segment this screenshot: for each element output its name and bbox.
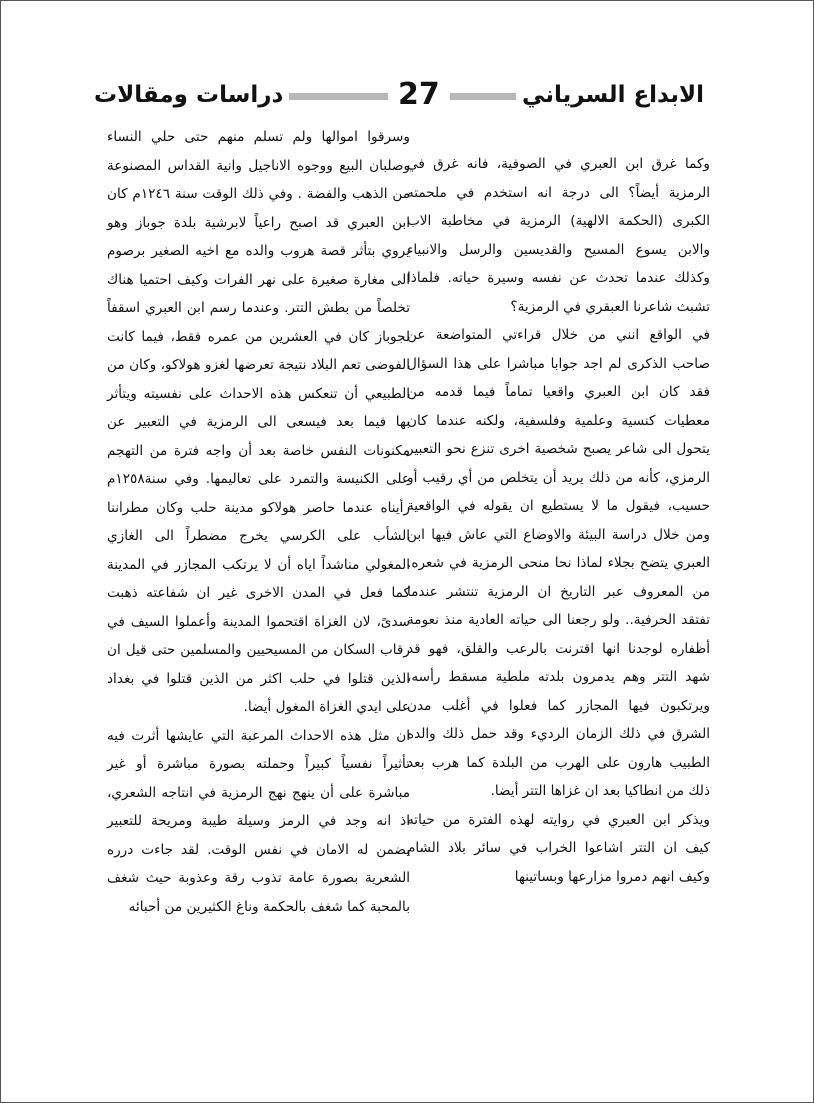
paragraph: ان مثل هذه الاحداث المرعبة التي عايشها أثرت فيه تأثيراً نفسياً كبيراً وحملته بصورة مباشرة أو غير مباشرة على أن ينهج نهج الرمزية في انتاجه الشعري، اذ انه وجد في الرمز وسيلة طيبة ومريحة للتعبير يضمن له الامان في نفس الوقت. لقد جاءت درره الشعرية بصورة عامة تذوب رقة وعذوبة حيث شغف بالمحبة كما شغف بالحكمة وناغ الكثيرين من أحبائه [107, 727, 410, 915]
paragraph: في الواقع انني من خلال قراءتي المتواضعة عن صاحب الذكرى لم اجد جوابا مباشرا على هذا السؤال فقد كان ابن العبري واقعيا تماماً فيما قدمه من معطيات كنسية وعلمية وفلسفية، ولكنه عندما كان يتحول الى شاعر يصبح شخصية اخرى تنزع نحو التعبير الرمزي، كأنه من ذلك يريد أن يتخلص من أي رقيب أو حسيب، فيقول ما لا يستطيع ان يقوله في الواقعية ومن خلال دراسة البيئة والاوضاع التي عاش فيها ابن العبري يتضح بجلاء لماذا نحا منحى الرمزية في شعره. من المعروف عبر التاريخ ان الرمزية تنتشر عندما تفتقد الحرفية.. ولو رجعنا الى حياته العادية منذ نعومة أظفاره لوجدنا انها اقترنت بالرعب والقلق، فهو قد شهد التتر وهم يدمرون بلدته ملطية مسقط رأسه، ويرتكبون فيها المجازر كما فعلوا في أغلب مدن الشرق في ذلك الزمان الرديء وقد حمل ذلك والده الطبيب هارون على الهرب من البلدة كما هرب بعد ذلك من انطاكيا بعد ان غزاها التتر أيضا. [407, 327, 710, 799]
paragraph: وكما غرق ابن العبري في الصوفية، فانه غرق في الرمزية أيضاً؟ الى درجة انه استخدم في ملحمته الكبرى (الحكمة الالهية) الرمزية في مخاطبة الاب والابن يسوع المسيح والقديسين والرسل والانبياء وكذلك عندما تحدث عن نفسه وسيرة حياته. فلماذا تشبث شاعرنا العبقري في الرمزية؟ [407, 156, 710, 315]
page-header [88, 78, 710, 118]
page-number: 27 [388, 76, 450, 114]
paragraph: ويذكر ابن العبري في روايته لهذه الفترة من حياته كيف ان التتر اشاعوا الخراب في سائر بلاد الشام وكيف انهم دمروا مزارعها وبساتينها [407, 811, 710, 885]
article-column-right [407, 150, 710, 891]
section-title: دراسات ومقالات [88, 78, 289, 112]
magazine-title: الابداع السرياني [516, 78, 710, 112]
article-column-left [107, 123, 410, 921]
paragraph: وسرقوا اموالها ولم تسلم منهم حتى حلي النساء وصلبان البيع ووجوه الاناجيل وانية القداس المصنوعة من الذهب والفضة . وفي ذلك الوقت سنة ١٢٤٦م كان ابن العبري قد اصبح راعياً لابرشية بلدة جوباز وهو يروي بتأثر قصة هروب والده مع اخيه الصغير برصوم الى مغارة صغيرة على نهر الفرات وكيف احتميا هناك تخلصاً من بطش التتر. وعندما رسم ابن العبري اسقفاً لجوباز كان في العشرين من عمره فقط، فيما كانت الفوضى تعم البلاد نتيجة تعرضها لغزو هولاكو، وكان من الطبيعي أن تنعكس هذه الاحداث على نفسيته ويتأثر بها فيما بعد فيسعى الى الرمزية في التعبير عن مكنونات النفس خاصة بعد أن واجه فترة من التهجم على الكنيسة والتمرد على تعاليمها. وفي سنة١٢٥٨م رأيناه عندما حاصر هولاكو مدينة حلب وكان مطراننا الشأب على الكرسي يخرج مضطراً الى الغازي المغولي مناشداً اياه أن لا يرتكب المجازر في المدينة كما فعل في المدن الاخرى غير ان شفاعته ذهبت سدىً، لان الغزاة اقتحموا المدينة وأعملوا السيف في رقاب السكان من المسيحيين والمسلمين حتى قيل ان الذين قتلوا في حلب اكثر من الذين قتلوا في بغداد على ايدي الغزاة المغول أيضا. [107, 129, 410, 715]
